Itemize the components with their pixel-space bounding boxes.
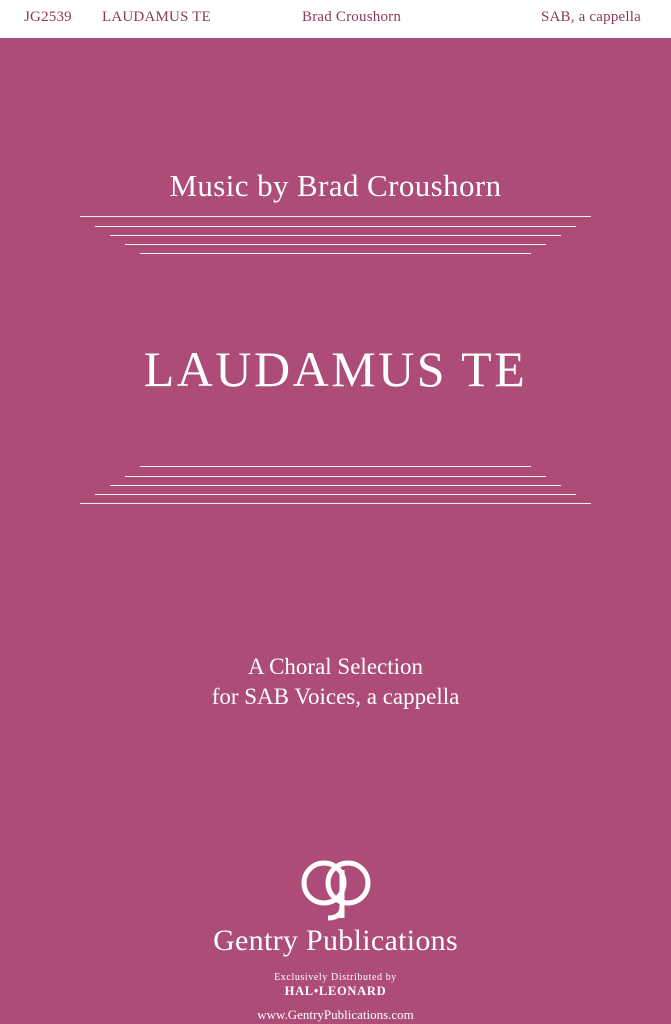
page-title: LAUDAMUS TE [143,341,528,397]
rule-line [80,216,591,217]
header-voicing: SAB, a cappella [540,8,641,25]
rule-line [140,253,531,254]
subtitle-line-1: A Choral Selection [247,654,424,679]
catalog-header-row [0,0,671,34]
rule-line [125,476,546,477]
rule-line [95,226,576,227]
catalog-header-strip [0,0,671,38]
catalog-number: JG2539 [24,8,72,25]
gentry-logo [0,856,671,922]
distributor-name: HAL•LEONARD [284,984,387,998]
header-composer: Brad Croushorn [302,8,402,25]
rule-line [110,485,561,486]
composer-credit: Music by Brad Croushorn [169,168,502,203]
publisher-name: Gentry Publications [213,924,458,957]
header-title: LAUDAMUS TE [102,8,212,25]
publisher-website: www.GentryPublications.com [257,1007,414,1022]
decorative-rules-bottom [0,466,671,514]
distributor-label: Exclusively Distributed by [274,972,397,983]
rule-line [95,494,576,495]
rule-line [140,466,531,467]
decorative-rules-top [0,216,671,264]
rule-line [125,244,546,245]
rule-line [80,503,591,504]
rule-line [110,235,561,236]
subtitle-line-2: for SAB Voices, a cappella [211,684,460,709]
gp-monogram-icon [288,856,384,922]
subtitle [0,652,671,712]
publisher-block [0,856,671,1023]
